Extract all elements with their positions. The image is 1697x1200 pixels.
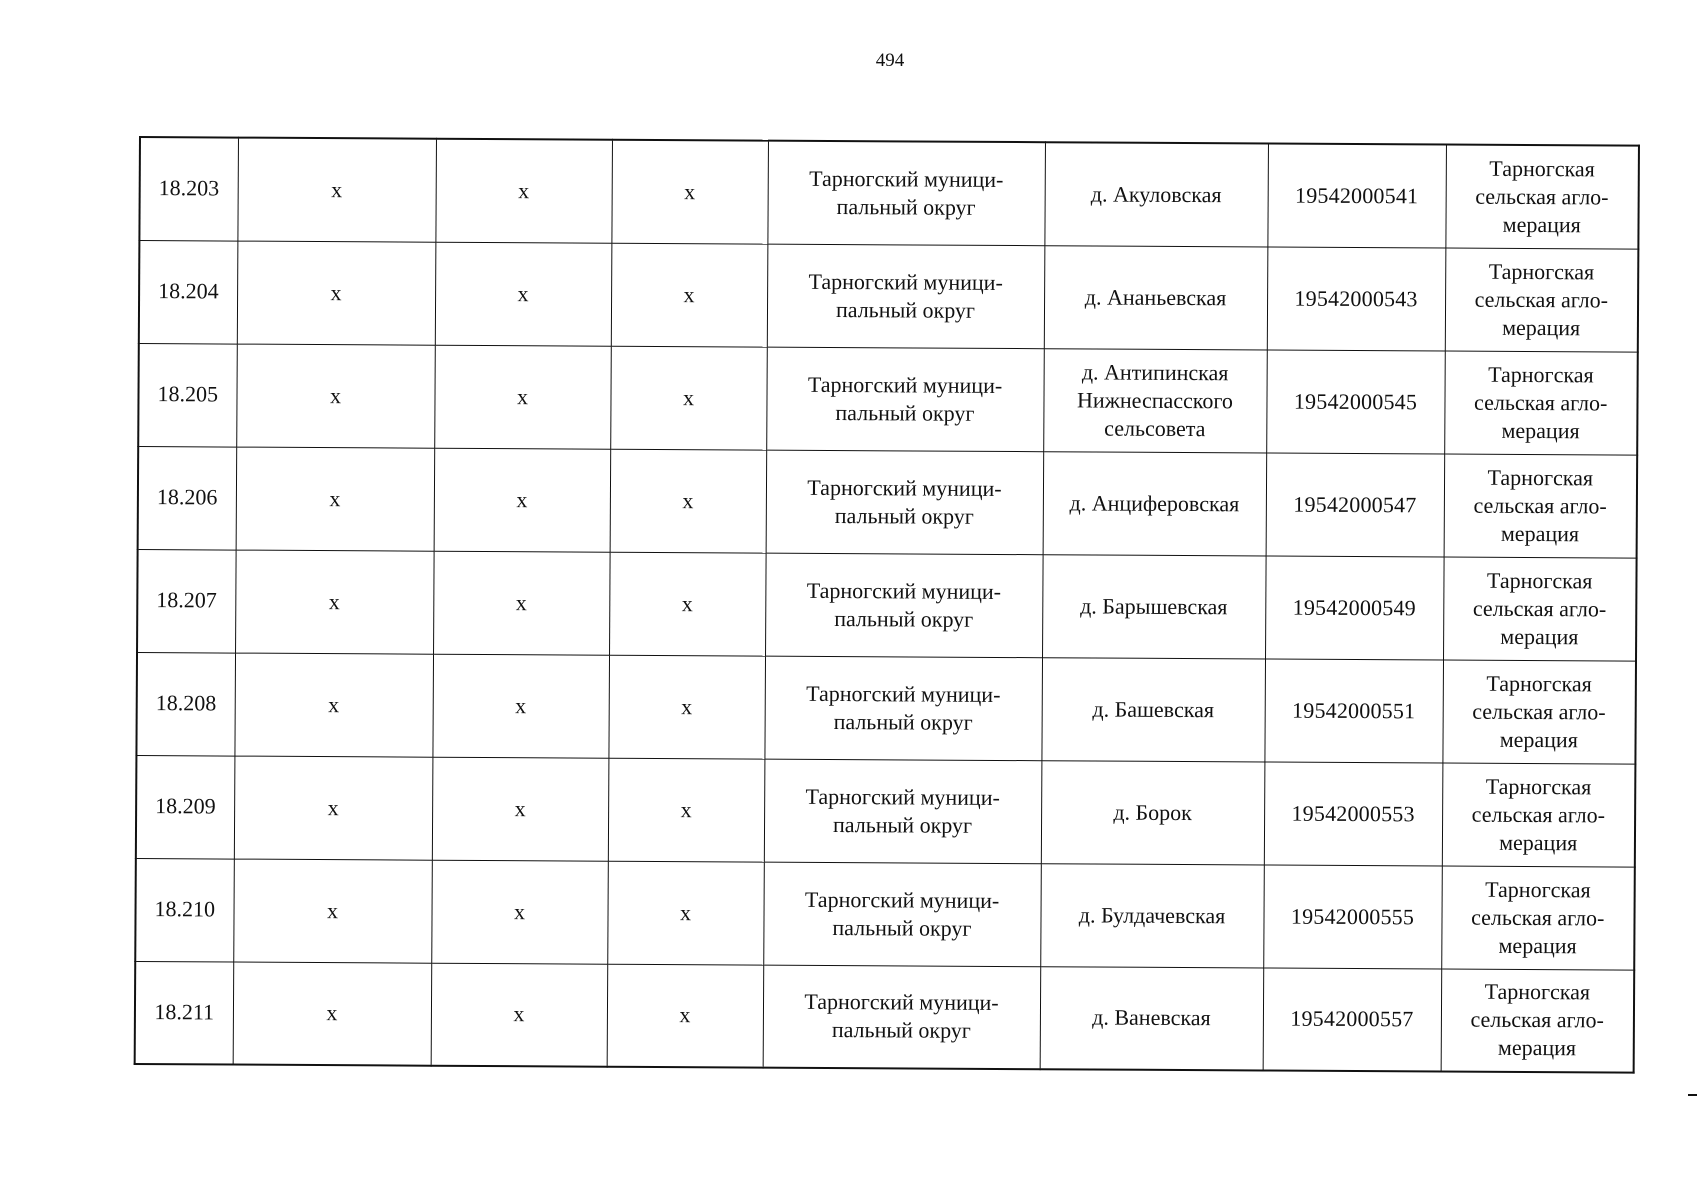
settlement-cell: д. Ананьевская — [1044, 245, 1268, 349]
value-cell-2: x — [235, 550, 434, 654]
value-cell-4: x — [610, 449, 767, 553]
table-row — [135, 858, 1635, 970]
settlement-cell: д. Булдачевская — [1040, 863, 1264, 967]
value-cell-3: x — [431, 963, 608, 1067]
oktmo-code-cell: 19542000541 — [1267, 144, 1446, 248]
value-cell-3: x — [432, 757, 609, 861]
row-number-cell: 18.203 — [139, 137, 238, 241]
row-number-cell: 18.210 — [135, 858, 234, 962]
value-cell-2: x — [237, 241, 436, 345]
district-cell: Тарногский муници-пальный округ — [766, 450, 1044, 555]
oktmo-code-cell: 19542000547 — [1266, 452, 1445, 556]
value-cell-4: x — [609, 552, 766, 656]
value-cell-4: x — [608, 758, 765, 862]
district-cell: Тарногский муници-пальный округ — [765, 553, 1043, 658]
value-cell-4: x — [610, 346, 767, 450]
value-cell-3: x — [432, 654, 609, 758]
agglomeration-cell: Тарногская сельская агло-мерация — [1444, 351, 1638, 455]
oktmo-code-cell: 19542000545 — [1266, 349, 1445, 453]
table-row — [138, 446, 1638, 558]
value-cell-4: x — [607, 964, 764, 1068]
value-cell-2: x — [236, 344, 435, 448]
settlement-cell: д. Анциферовская — [1043, 451, 1267, 555]
value-cell-4: x — [608, 655, 765, 759]
oktmo-code-cell: 19542000551 — [1264, 658, 1443, 762]
district-cell: Тарногский муници-пальный округ — [767, 244, 1045, 349]
row-number-cell: 18.205 — [138, 343, 237, 447]
value-cell-3: x — [431, 860, 608, 964]
row-number-cell: 18.211 — [135, 961, 234, 1065]
agglomeration-cell: Тарногская сельская агло-мерация — [1441, 969, 1635, 1073]
settlement-cell: д. Акуловская — [1044, 142, 1268, 246]
oktmo-code-cell: 19542000553 — [1264, 761, 1443, 865]
row-number-cell: 18.207 — [137, 549, 236, 653]
oktmo-code-cell: 19542000549 — [1265, 555, 1444, 659]
district-cell: Тарногский муници-пальный округ — [764, 656, 1042, 761]
value-cell-2: x — [237, 138, 436, 242]
settlement-cell: д. Барышевская — [1042, 554, 1266, 658]
oktmo-code-cell: 19542000543 — [1267, 247, 1446, 351]
settlement-cell: д. Антипинская Нижнеспасского сельсовета — [1043, 348, 1267, 452]
value-cell-3: x — [435, 242, 612, 346]
district-cell: Тарногский муници-пальный округ — [767, 141, 1045, 246]
edge-mark — [1688, 1094, 1697, 1096]
row-number-cell: 18.204 — [139, 240, 238, 344]
district-cell: Тарногский муници-пальный округ — [766, 347, 1044, 452]
oktmo-code-cell: 19542000555 — [1263, 864, 1442, 968]
settlement-cell: д. Ваневская — [1040, 966, 1264, 1070]
value-cell-2: x — [233, 859, 432, 963]
value-cell-4: x — [611, 243, 768, 347]
table-row — [137, 549, 1637, 661]
page-number: 494 — [875, 50, 905, 71]
value-cell-3: x — [434, 345, 611, 449]
row-number-cell: 18.209 — [136, 755, 235, 859]
district-cell: Тарногский муници-пальный округ — [764, 759, 1042, 864]
value-cell-2: x — [234, 756, 433, 860]
agglomeration-cell: Тарногская сельская агло-мерация — [1443, 557, 1637, 661]
value-cell-2: x — [234, 653, 433, 757]
row-number-cell: 18.208 — [136, 652, 235, 756]
district-cell: Тарногский муници-пальный округ — [763, 862, 1041, 967]
agglomeration-cell: Тарногская сельская агло-мерация — [1442, 660, 1636, 764]
settlement-cell: д. Башевская — [1041, 657, 1265, 761]
value-cell-4: x — [607, 861, 764, 965]
table-row — [139, 240, 1639, 352]
table-row — [136, 755, 1636, 867]
settlements-table — [134, 136, 1640, 1074]
row-number-cell: 18.206 — [138, 446, 237, 550]
oktmo-code-cell: 19542000557 — [1263, 967, 1442, 1071]
table-row — [135, 961, 1635, 1073]
agglomeration-cell: Тарногская сельская агло-мерация — [1445, 145, 1639, 249]
settlements-table-wrapper — [134, 136, 1638, 1074]
value-cell-3: x — [435, 139, 612, 243]
settlement-cell: д. Борок — [1041, 760, 1265, 864]
agglomeration-cell: Тарногская сельская агло-мерация — [1445, 248, 1639, 352]
table-row — [136, 652, 1636, 764]
district-cell: Тарногский муници-пальный округ — [763, 965, 1041, 1070]
value-cell-3: x — [434, 448, 611, 552]
table-row — [139, 137, 1639, 249]
value-cell-4: x — [611, 140, 768, 244]
value-cell-2: x — [233, 962, 432, 1066]
agglomeration-cell: Тарногская сельская агло-мерация — [1442, 763, 1636, 867]
value-cell-2: x — [236, 447, 435, 551]
agglomeration-cell: Тарногская сельская агло-мерация — [1444, 454, 1638, 558]
table-row — [138, 343, 1638, 455]
agglomeration-cell: Тарногская сельская агло-мерация — [1441, 866, 1635, 970]
value-cell-3: x — [433, 551, 610, 655]
